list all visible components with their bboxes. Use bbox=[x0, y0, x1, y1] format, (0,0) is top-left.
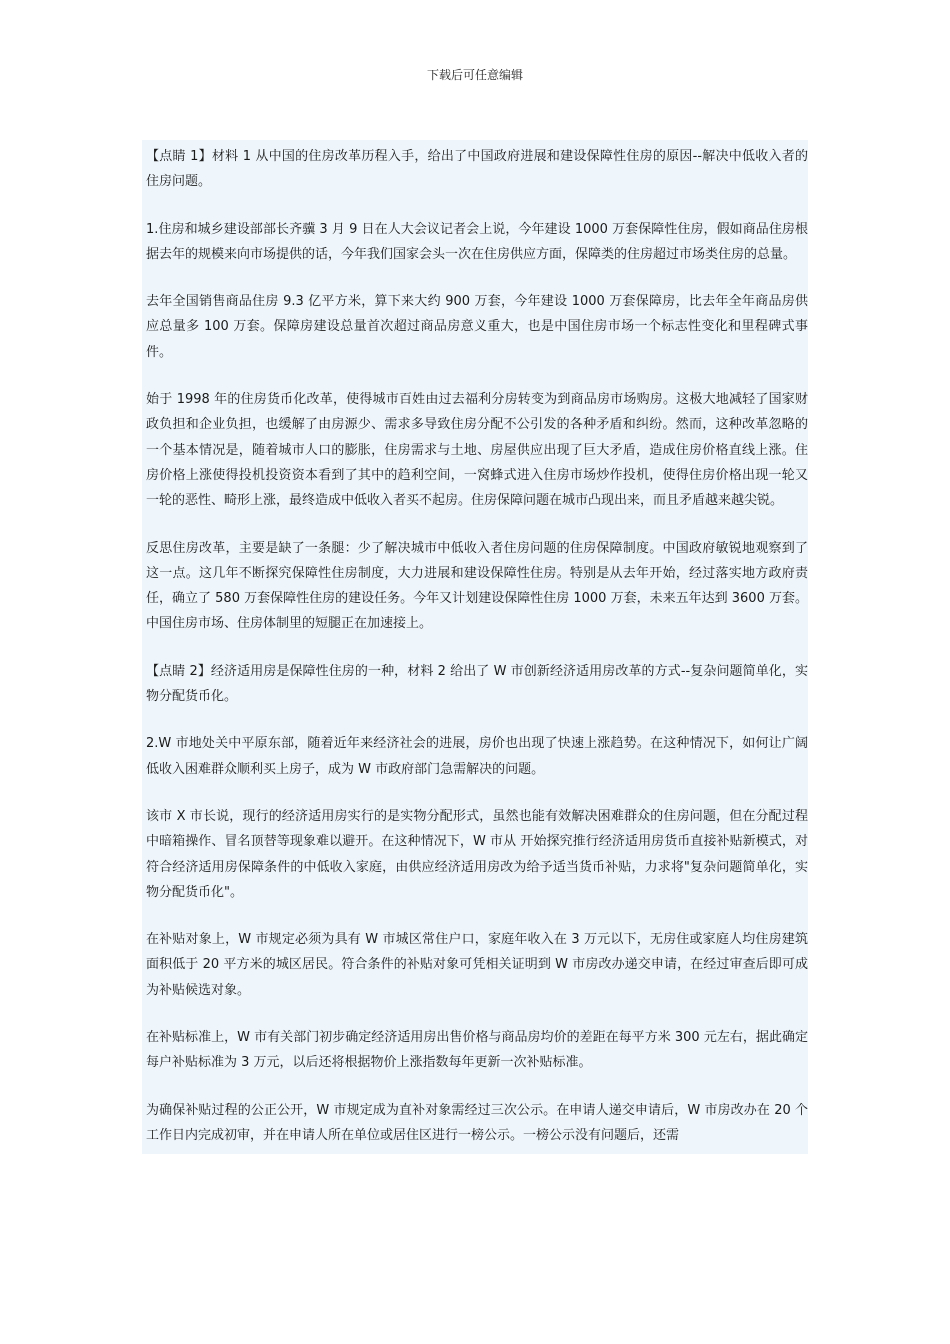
paragraph: 该市 X 市长说，现行的经济适用房实行的是实物分配形式，虽然也能有效解决困难群众的住房问题，但在分配过程中暗箱操作、冒名顶替等现象难以避开。在这种情况下，W 市从 开始探究推行经济适用房货币直接补贴新模式，对符合经济适用房保障条件的中低收入家庭，由供应经济适用房改为给予适当货币补贴，力求将"复杂问题简单化，实物分配货币化"。 bbox=[146, 808, 808, 900]
paragraph: 为确保补贴过程的公正公开，W 市规定成为直补对象需经过三次公示。在申请人递交申请后，W 市房改办在 20 个工作日内完成初审，并在申请人所在单位或居住区进行一榜公示。一榜公示没有问题后，还需 bbox=[146, 1102, 808, 1143]
paragraph: 2.W 市地处关中平原东部，随着近年来经济社会的进展，房价也出现了快速上涨趋势。在这种情况下，如何让广阔低收入困难群众顺利买上房子，成为 W 市政府部门急需解决的问题。 bbox=[146, 736, 808, 777]
paragraph: 在补贴对象上，W 市规定必须为具有 W 市城区常住户口，家庭年收入在 3 万元以下，无房住或家庭人均住房建筑面积低于 20 平方米的城区居民。符合条件的补贴对象可凭相关证明到 W 市房改办递交申请，在经过审查后即可成为补贴候选对象。 bbox=[146, 932, 808, 998]
paragraph: 反思住房改革，主要是缺了一条腿：少了解决城市中低收入者住房问题的住房保障制度。中国政府敏锐地观察到了这一点。这几年不断探究保障性住房制度，大力进展和建设保障性住房。特别是从去年开始，经过落实地方政府责任，确立了 580 万套保障性住房的建设任务。今年又计划建设保障性住房 1000 万套，未来五年达到 3600 万套。中国住房市场、住房体制里的短腿正在加速接上。 bbox=[146, 540, 808, 632]
paragraph: 【点睛 1】材料 1 从中国的住房改革历程入手，给出了中国政府进展和建设保障性住房的原因--解决中低收入者的住房问题。 bbox=[146, 149, 808, 190]
paragraph: 【点睛 2】经济适用房是保障性住房的一种，材料 2 给出了 W 市创新经济适用房改革的方式--复杂问题简单化，实物分配货币化。 bbox=[146, 663, 808, 705]
paragraph: 始于 1998 年的住房货币化改革，使得城市百姓由过去福利分房转变为到商品房市场购房。这极大地减轻了国家财政负担和企业负担，也缓解了由房源少、需求多导致住房分配不公引发的各种矛盾和纠纷。然而，这种改革忽略的一个基本情况是，随着城市人口的膨胀，住房需求与土地、房屋供应出现了巨大矛盾，造成住房价格直线上涨。住房价格上涨使得投机投资资本看到了其中的趋利空间，一窝蜂式进入住房市场炒作投机，使得住房价格出现一轮又一轮的恶性、畸形上涨，最终造成中低收入者买不起房。住房保障问题在城市凸现出来，而且矛盾越来越尖锐。 bbox=[146, 392, 808, 509]
paragraph: 在补贴标准上，W 市有关部门初步确定经济适用房出售价格与商品房均价的差距在每平方米 300 元左右，据此确定 每户补贴标准为 3 万元，以后还将根据物价上涨指数每年更新一次补贴标准。 bbox=[146, 1030, 808, 1071]
paragraph: 1.住房和城乡建设部部长齐骥 3 月 9 日在人大会议记者会上说，今年建设 1000 万套保障性住房，假如商品住房根据去年的规模来向市场提供的话，今年我们国家会头一次在住房供应方面，保障类的住房超过市场类住房的总量。 bbox=[146, 221, 808, 262]
paragraph: 去年全国销售商品住房 9.3 亿平方米，算下来大约 900 万套，今年建设 1000 万套保障房，比去年全年商品房供应总量多 100 万套。保障房建设总量首次超过商品房意义重大，也是中国住房市场一个标志性变化和里程碑式事件。 bbox=[146, 294, 808, 360]
document-body bbox=[142, 140, 808, 1154]
page-header: 下载后可任意编辑 bbox=[426, 68, 523, 82]
